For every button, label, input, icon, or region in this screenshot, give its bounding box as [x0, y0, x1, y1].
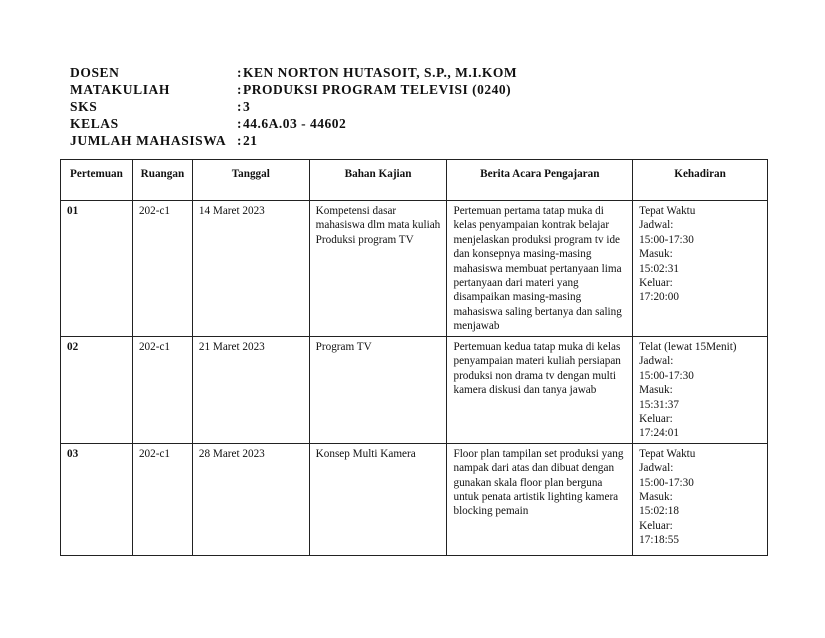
cell-berita-acara: Floor plan tampilan set produksi yang nampak dari atas dan dibuat dengan gunakan skala floor plan berguna untuk penata artistik lighting kamera blocking pemain	[447, 443, 633, 555]
column-header-tanggal: Tanggal	[192, 160, 309, 201]
header-row-kelas: KELAS : 44.6A.03 - 44602	[70, 116, 347, 131]
kehadiran-masuk-value: 15:31:37	[639, 398, 679, 411]
kehadiran-jadwal-value: 15:00-17:30	[639, 233, 694, 246]
cell-pertemuan: 02	[61, 337, 133, 444]
cell-tanggal: 28 Maret 2023	[192, 443, 309, 555]
table-header-row	[61, 160, 768, 201]
document-header	[70, 64, 517, 149]
kehadiran-keluar-label: Keluar:	[639, 277, 673, 290]
cell-kehadiran	[633, 201, 768, 337]
kehadiran-keluar-label: Keluar:	[639, 519, 673, 532]
kehadiran-keluar-value: 17:24:01	[639, 427, 679, 440]
kehadiran-keluar-value: 17:18:55	[639, 534, 679, 547]
table-row	[61, 201, 768, 337]
header-value: KEN NORTON HUTASOIT, S.P., M.I.KOM	[243, 65, 518, 80]
header-label: DOSEN	[70, 65, 120, 80]
cell-kehadiran	[633, 443, 768, 555]
cell-bahan-kajian: Kompetensi dasar mahasiswa dlm mata kuliah Produksi program TV	[309, 201, 447, 337]
cell-ruangan: 202-c1	[132, 337, 192, 444]
cell-pertemuan: 01	[61, 201, 133, 337]
column-header-berita-acara: Berita Acara Pengajaran	[447, 160, 633, 201]
kehadiran-status: Tepat Waktu	[639, 205, 696, 217]
kehadiran-jadwal-label: Jadwal:	[639, 462, 674, 475]
header-row-matakuliah: MATAKULIAH : PRODUKSI PROGRAM TELEVISI (0240)	[70, 82, 512, 97]
kehadiran-keluar-label: Keluar:	[639, 413, 673, 426]
cell-bahan-kajian: Konsep Multi Kamera	[309, 443, 447, 555]
cell-ruangan: 202-c1	[132, 201, 192, 337]
kehadiran-jadwal-label: Jadwal:	[639, 219, 674, 232]
kehadiran-masuk-value: 15:02:18	[639, 505, 679, 518]
header-label: SKS	[70, 99, 98, 114]
column-header-bahan-kajian: Bahan Kajian	[309, 160, 447, 201]
kehadiran-masuk-label: Masuk:	[639, 248, 673, 261]
column-header-ruangan: Ruangan	[132, 160, 192, 201]
column-header-kehadiran: Kehadiran	[633, 160, 768, 201]
table-row	[61, 337, 768, 444]
header-value: 44.6A.03 - 44602	[243, 116, 347, 131]
kehadiran-keluar-value: 17:20:00	[639, 291, 679, 304]
kehadiran-status: Tepat Waktu	[639, 447, 696, 460]
cell-kehadiran	[633, 337, 768, 444]
kehadiran-jadwal-value: 15:00-17:30	[639, 369, 694, 382]
kehadiran-jadwal-label: Jadwal:	[639, 355, 674, 368]
cell-bahan-kajian: Program TV	[309, 337, 447, 444]
header-row-jumlah-mahasiswa: JUMLAH MAHASISWA : 21	[70, 133, 258, 148]
cell-ruangan: 202-c1	[132, 443, 192, 555]
table-row	[61, 443, 768, 555]
kehadiran-jadwal-value: 15:00-17:30	[639, 476, 694, 489]
kehadiran-masuk-label: Masuk:	[639, 384, 673, 397]
attendance-table	[60, 159, 768, 556]
kehadiran-masuk-label: Masuk:	[639, 491, 673, 504]
header-label: KELAS	[70, 116, 119, 131]
cell-berita-acara: Pertemuan pertama tatap muka di kelas penyampaian kontrak belajar menjelaskan produksi program tv ide dan konsepnya masing-masing mahasiswa membuat pertanyaan lima pertanyaan dari materi yang disampaikan masing-masing mahasiswa saling bertanya dan saling menjawab	[447, 201, 633, 337]
header-row-dosen: DOSEN : KEN NORTON HUTASOIT, S.P., M.I.KOM	[70, 65, 518, 80]
cell-tanggal: 21 Maret 2023	[192, 337, 309, 444]
header-label: MATAKULIAH	[70, 82, 170, 97]
header-value: 21	[243, 133, 258, 148]
column-header-pertemuan: Pertemuan	[61, 160, 133, 201]
header-value: PRODUKSI PROGRAM TELEVISI (0240)	[243, 82, 512, 97]
header-label: JUMLAH MAHASISWA	[70, 133, 227, 148]
cell-tanggal: 14 Maret 2023	[192, 201, 309, 337]
header-row-sks: SKS : 3	[70, 99, 251, 114]
kehadiran-masuk-value: 15:02:31	[639, 262, 679, 275]
cell-pertemuan: 03	[61, 443, 133, 555]
header-value: 3	[243, 99, 251, 114]
kehadiran-status: Telat (lewat 15Menit)	[639, 341, 737, 353]
cell-berita-acara: Pertemuan kedua tatap muka di kelas penyampaian materi kuliah persiapan produksi non drama tv dengan multi kamera diskusi dan tanya jawab	[447, 337, 633, 444]
